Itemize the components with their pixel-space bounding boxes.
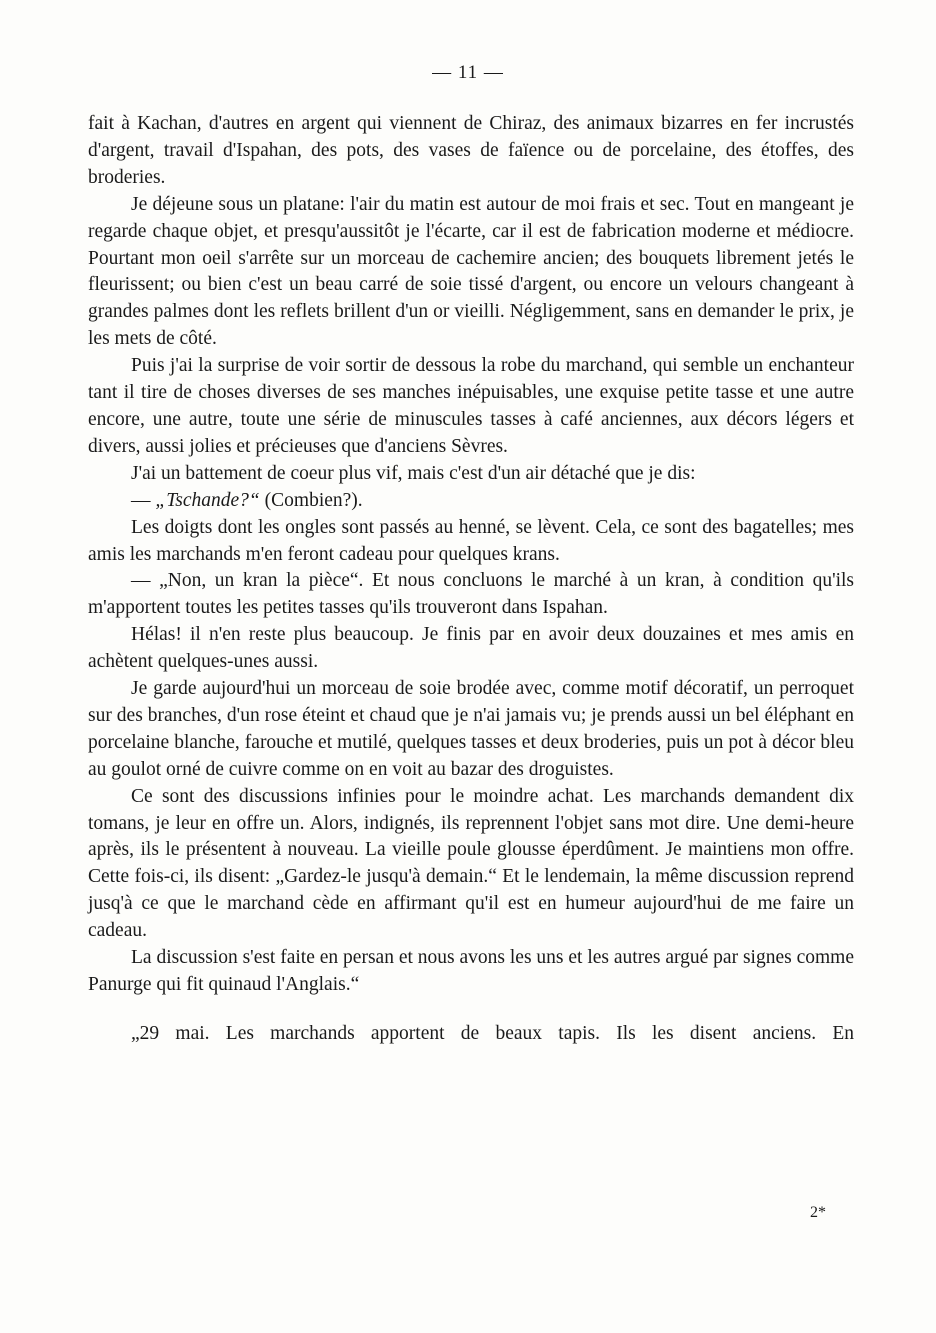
paragraph-10: Ce sont des discussions infinies pour le moindre achat. Les marchands demandent dix tomans, je leur en offre un. Alors, indignés, ils reprennent l'objet sans mot dire. Une demi-heure après, ils le présentent à nouveau. La vieille poule glousse éperdûment. Je maintiens mon offre. Cette fois-ci, ils disent: „Gardez-le jusqu'à demain.“ Et le lendemain, la même discussion reprend jusq'à ce que le marchand cède en affirmant qu'il est en humeur aujourd'hui de me faire un cadeau. [88, 785, 854, 942]
paragraph-2: Je déjeune sous un platane: l'air du matin est autour de moi frais et sec. Tout en mangeant je regarde chaque objet, et presqu'aussitôt je l'écarte, car il est de fabrication moderne et médiocre. Pourtant mon oeil s'arrête sur un morceau de cachemire ancien; des bouquets librement jetés le fleurissent; ou bien c'est un beau carré de soie tissé d'argent, ou encore un velours changeant à grandes palmes dont les reflets brillent d'un or vieilli. Négligemment, sans en demander le prix, je les mets de côté. [88, 193, 854, 350]
paragraph-8: Hélas! il n'en reste plus beaucoup. Je finis par en avoir deux douzaines et mes amis en achètent quelques-unes aussi. [88, 624, 854, 673]
paragraph-11: La discussion s'est faite en persan et nous avons les uns et les autres argué par signes comme Panurge qui fit quinaud l'Anglais.“ [88, 947, 854, 995]
printer-signature-mark: 2* [810, 1204, 826, 1221]
paragraph-9: Je garde aujourd'hui un morceau de soie brodée avec, comme motif décoratif, un perroquet sur des branches, d'un rose éteint et chaud que je n'ai jamais vu; je prends aussi un bel éléphant en porcelaine blanche, farouche et mutilé, quelques tasses et deux broderies, puis un pot à décor bleu au goulot orné de cuivre comme on en voit au bazar des droguistes. [88, 678, 854, 780]
paragraph-12-diary-entry: „29 mai. Les marchands apportent de beaux tapis. Ils les disent anciens. En [131, 1022, 854, 1044]
body-text [88, 111, 854, 1048]
paragraph-5-dialogue [88, 488, 854, 515]
page-number: — 11 — [432, 62, 504, 83]
paragraph-3: Puis j'ai la surprise de voir sortir de dessous la robe du marchand, qui semble un enchanteur tant il tire de choses diverses de ses manches inépuisables, une exquise petite tasse et une autre encore, une autre, toute une série de minuscules tasses à café anciennes, aux décors légers et divers, aussi jolies et précieuses que d'anciens Sèvres. [88, 355, 854, 457]
paragraph-7: — „Non, un kran la pièce“. Et nous concluons le marché à un kran, à condition qu'ils m'apportent toutes les petites tasses qu'ils trouveront dans Ispahan. [88, 570, 854, 619]
paragraph-6: Les doigts dont les ongles sont passés au henné, se lèvent. Cela, ce sont des bagatelles; mes amis les marchands m'en feront cadeau pour quelques krans. [88, 516, 854, 565]
paragraph-1: fait à Kachan, d'autres en argent qui viennent de Chiraz, des animaux bizarres en fer incrustés d'argent, travail d'Ispahan, des pots, des vases de faïence ou de porcelaine, des étoffes, des broderies. [88, 113, 854, 188]
persian-word-tschande: „Tschande?“ [155, 489, 260, 511]
paragraph-4: J'ai un battement de coeur plus vif, mais c'est d'un air détaché que je dis: [131, 462, 696, 484]
dialogue-translation: (Combien?). [259, 489, 363, 511]
dialogue-dash: — [131, 489, 156, 511]
